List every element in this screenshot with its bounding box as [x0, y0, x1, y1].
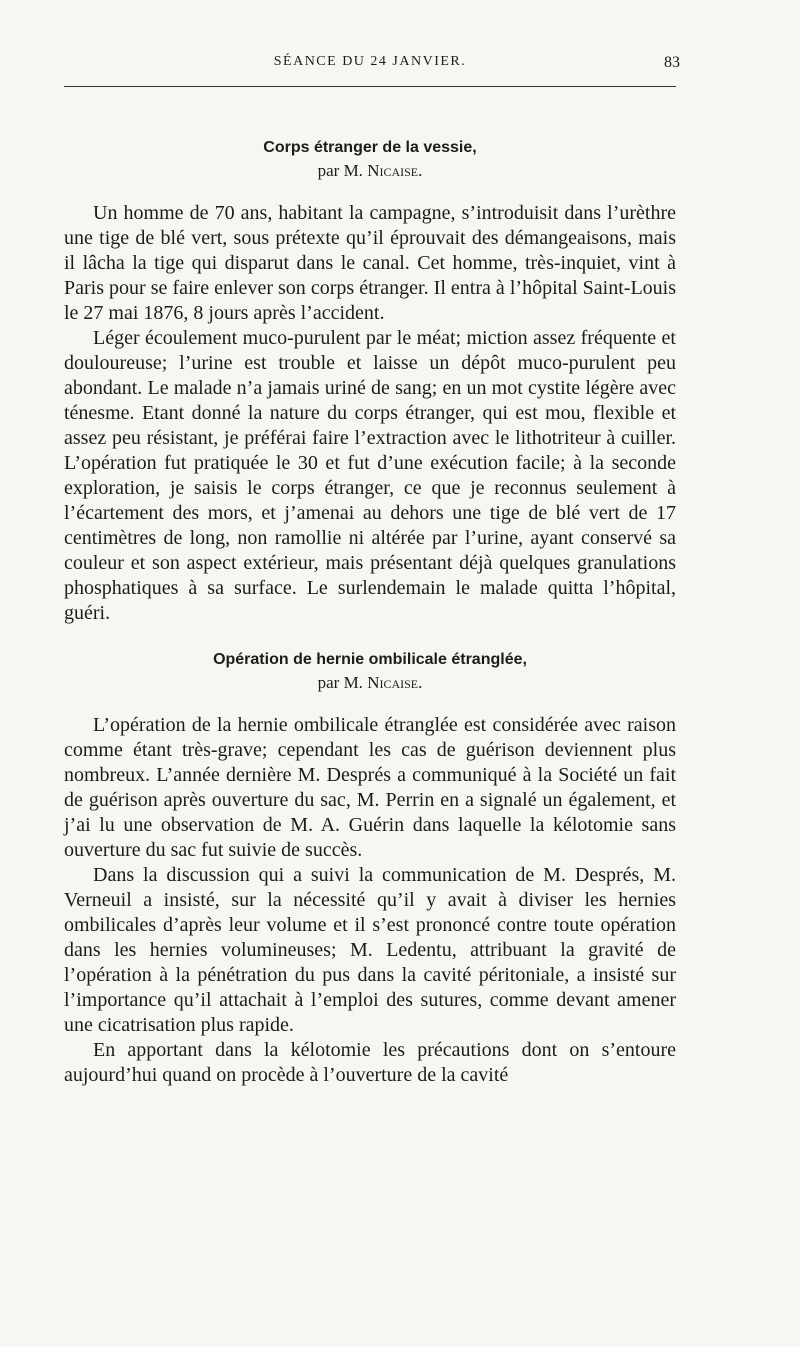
page-number: 83	[664, 54, 680, 71]
section-title: Corps étranger de la vessie,	[263, 139, 477, 156]
header-rule	[64, 86, 676, 87]
section-author	[64, 161, 676, 181]
paragraph: En apportant dans la kélotomie les précautions dont on s’entoure aujourd’hui quand on procède à l’ouverture de la cavité	[64, 1039, 676, 1086]
author-prefix: par M.	[317, 673, 363, 692]
author-name: Nicaise.	[367, 673, 423, 692]
author-prefix: par M.	[317, 161, 363, 180]
paragraph: Dans la discussion qui a suivi la communication de M. Després, M. Verneuil a insisté, sur la nécessité qu’il y avait à diviser les hernies ombilicales d’après leur volume et il s’est prononcé contre toute opération dans les hernies volumineuses; M. Ledentu, attribuant la gravité de l’opération à la pénétration du pus dans la cavité péritoniale, a insisté sur l’importance qu’il attachait à l’emploi des sutures, comme devant amener une cicatrisation plus rapide.	[64, 864, 676, 1036]
running-title: SÉANCE DU 24 JANVIER.	[273, 54, 467, 69]
running-header	[64, 52, 680, 76]
paragraph: L’opération de la hernie ombilicale étranglée est considérée avec raison comme étant très-grave; cependant les cas de guérison deviennent plus nombreux. L’année dernière M. Després a communiqué à la Société un fait de guérison après ouverture du sac, M. Perrin en a signalé un également, et j’ai lu une observation de M. A. Guérin dans laquelle la kélotomie sans ouverture du sac fut suivie de succès.	[64, 714, 676, 861]
author-name: Nicaise.	[367, 161, 423, 180]
paragraph: Un homme de 70 ans, habitant la campagne, s’introduisit dans l’urèthre une tige de blé vert, sous prétexte qu’il éprouvait des démangeaisons, mais il lâcha la tige qui disparut dans le canal. Cet homme, très-inquiet, vint à Paris pour se faire enlever son corps étranger. Il entra à l’hôpital Saint-Louis le 27 mai 1876, 8 jours après l’accident.	[64, 202, 676, 324]
section-title: Opération de hernie ombilicale étranglée,	[213, 651, 527, 668]
book-page	[64, 52, 680, 1088]
paragraph: Léger écoulement muco-purulent par le méat; miction assez fréquente et douloureuse; l’urine est trouble et laisse un dépôt muco-purulent peu abondant. Le malade n’a jamais uriné de sang; en un mot cystite légère avec ténesme. Etant donné la nature du corps étranger, qui est mou, flexible et assez peu résistant, je préférai faire l’extraction avec le lithotriteur à cuiller. L’opération fut pratiquée le 30 et fut d’une exécution facile; à la seconde exploration, je saisis le corps étranger, ce que je reconnus seulement à l’écartement des mors, et j’amenai au dehors une tige de blé vert de 17 centimètres de long, non ramollie ni altérée par l’urine, ayant conservé sa couleur et son aspect extérieur, mais présentant déjà quelques granulations phosphatiques à sa surface. Le surlendemain le malade quitta l’hôpital, guéri.	[64, 327, 676, 624]
section-author	[64, 673, 676, 693]
